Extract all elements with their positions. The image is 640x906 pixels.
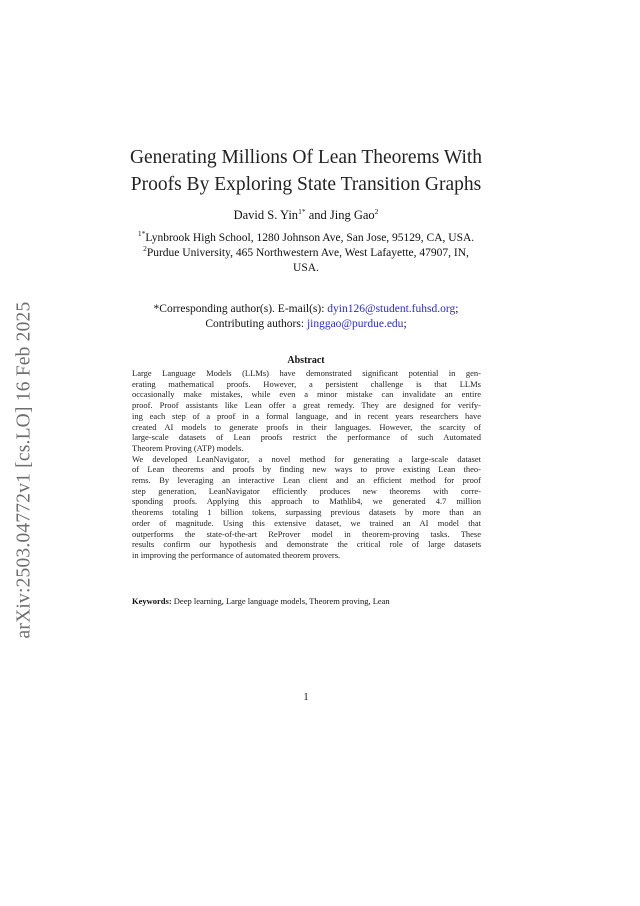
keywords-label: Keywords: — [132, 596, 172, 606]
abstract-heading: Abstract — [287, 355, 325, 366]
correspondence-block — [100, 302, 512, 332]
arxiv-identifier-text: arXiv:2503.04772v1 [cs.LO] 16 Feb 2025 — [13, 301, 34, 639]
abstract-line: outperforms the state-of-the-art ReProver model in theorem-proving tasks. These — [132, 528, 481, 539]
abstract-line: order of magnitude. Using this extensive dataset, we trained an AI model that — [132, 517, 481, 528]
author-affiliation-mark: 2 — [374, 206, 379, 216]
corresponding-suffix: ; — [455, 303, 459, 315]
abstract-line: of Lean theorems and proofs by finding new ways to prove existing Lean theo- — [132, 464, 481, 475]
contributing-authors-line — [100, 317, 512, 332]
abstract-line: results confirm our hypothesis and demonstrate the critical role of large datasets — [132, 539, 481, 550]
author-name: David S. Yin — [233, 208, 299, 222]
corresponding-prefix: *Corresponding author(s). E-mail(s): — [153, 303, 328, 315]
affiliation-text: Lynbrook High School, 1280 Johnson Ave, San Jose, 95129, CA, USA. — [145, 232, 475, 244]
abstract-body — [132, 368, 481, 561]
keywords-line — [132, 596, 481, 606]
abstract-line: We developed LeanNavigator, a novel method for generating a large-scale dataset — [132, 453, 481, 464]
paper-title — [100, 144, 512, 198]
page-number: 1 — [303, 692, 309, 703]
abstract-line: proof. Proof assistants like Lean offer a great remedy. They are designed for verify- — [132, 400, 481, 411]
contributing-suffix: ; — [403, 318, 407, 330]
abstract-line: ing each step of a proof in a formal language, and in recent years researchers have — [132, 410, 481, 421]
corresponding-author-line — [100, 302, 512, 317]
abstract-line: in improving the performance of automated theorem provers. — [132, 549, 341, 560]
keywords-text: Deep learning, Large language models, Theorem proving, Lean — [173, 596, 390, 606]
affiliation-mark: 1* — [137, 229, 146, 239]
abstract-line: created AI models to generate proofs in their languages. However, the scarcity of — [132, 421, 481, 432]
author-list — [100, 208, 512, 223]
abstract-line: Large Language Models (LLMs) have demonstrated significant potential in gen- — [132, 368, 481, 378]
abstract-line: Theorem Proving (ATP) models. — [132, 442, 244, 453]
abstract-line: erating mathematical proofs. However, a persistent challenge is that LLMs — [132, 378, 481, 389]
abstract-line: occasionally make mistakes, while even a minor mistake can invalidate an entire — [132, 389, 481, 400]
contributing-email-link[interactable]: jinggao@purdue.edu — [306, 318, 404, 330]
affiliations — [110, 231, 502, 276]
abstract-line: large-scale datasets of Lean proofs restrict the performance of such Automated — [132, 432, 481, 443]
affiliation-line: USA. — [293, 262, 319, 274]
contributing-prefix: Contributing authors: — [205, 318, 307, 330]
abstract-line: step generation, LeanNavigator efficiently produces new theorems with corre- — [132, 485, 481, 496]
abstract-line: rems. By leveraging an interactive Lean client and an efficient method for proof — [132, 475, 481, 486]
abstract-line: sponding proofs. Applying this approach to Mathlib4, we generated 4.7 million — [132, 496, 481, 507]
abstract-line: theorems totaling 1 billion tokens, surpassing previous datasets by more than an — [132, 507, 481, 518]
affiliation-text: Purdue University, 465 Northwestern Ave, West Lafayette, 47907, IN, — [146, 247, 469, 259]
affiliation-mark: 2 — [143, 244, 147, 254]
corresponding-email-link[interactable]: dyin126@student.fuhsd.org — [327, 303, 456, 315]
author-affiliation-mark: 1* — [298, 206, 306, 216]
arxiv-identifier-stamp — [4, 280, 44, 660]
author-name: Jing Gao — [329, 208, 375, 222]
title-line: Proofs By Exploring State Transition Graphs — [130, 174, 482, 195]
affiliation-line — [110, 246, 502, 261]
affiliation-line — [110, 231, 502, 246]
author-connector: and — [305, 208, 330, 222]
title-line: Generating Millions Of Lean Theorems With — [129, 147, 483, 168]
